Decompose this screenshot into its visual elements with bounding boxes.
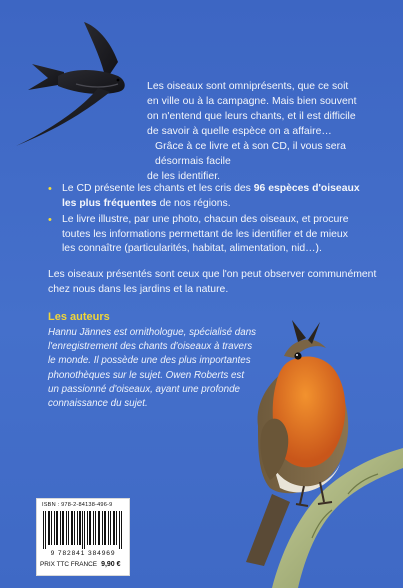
- swift-bird-illustration: [14, 18, 132, 148]
- authors-bio-line: Hannu Jännes est ornithologue, spécialisé dans: [48, 327, 257, 338]
- bullet-icon: •: [48, 214, 52, 227]
- intro-line: de les identifier.: [147, 171, 221, 182]
- bullet-line: les connaître (particularités, habitat, alimentation, nid…).: [62, 243, 322, 255]
- intro-line: Les oiseaux sont omniprésents, que ce soit: [147, 81, 349, 92]
- closing-paragraph: [48, 268, 393, 297]
- intro-line: en ville ou à la campagne. Mais bien souvent: [147, 96, 357, 107]
- closing-line: chez nous dans les jardins et la nature.: [48, 283, 229, 295]
- price-label: PRIX TTC FRANCE: [40, 561, 98, 568]
- authors-bio-line: un passionné d'oiseaux, ayant une profonde: [48, 383, 240, 395]
- price-value: 9,90 €: [101, 561, 121, 568]
- ean-number: 9 782841 384969: [50, 550, 116, 557]
- bullet-item: [48, 213, 393, 257]
- bullet-icon: •: [48, 183, 52, 195]
- closing-line: Les oiseaux présentés sont ceux que l'on peut observer communément: [48, 269, 377, 280]
- authors-heading: Les auteurs: [48, 311, 110, 323]
- bullet-text: [62, 182, 393, 211]
- robin-bird-illustration: [228, 318, 403, 588]
- bullet-text-plain: Le CD présente les chants et les cris des: [62, 183, 254, 194]
- bullet-text-bold: les plus fréquentes: [62, 197, 157, 209]
- intro-line: on n'entend que leurs chants, et il est difficile: [147, 111, 356, 122]
- intro-paragraph: [147, 79, 393, 184]
- authors-bio-line: phonothèques sur le sujet. Owen Roberts est: [48, 369, 245, 381]
- bullet-line: toutes les informations permettant de les identifier et de mieux: [62, 228, 348, 240]
- barcode-graphic: [41, 511, 125, 549]
- authors-bio-line: connaissance du sujet.: [48, 398, 148, 410]
- bullet-item: [48, 182, 393, 211]
- feature-bullets: [48, 182, 393, 259]
- bullet-line: Le livre illustre, par une photo, chacun des oiseaux, et procure: [62, 214, 349, 226]
- bullet-text: [62, 213, 393, 257]
- authors-bio: [48, 326, 258, 411]
- isbn-text: ISBN : 978-2-84138-496-9: [42, 502, 113, 508]
- authors-bio-line: l'enregistrement des chants d'oiseaux à travers: [48, 341, 253, 353]
- bullet-text-plain: de nos régions.: [156, 197, 231, 209]
- authors-bio-line: le monde. Il possède une des plus importantes: [48, 355, 251, 367]
- intro-line: de savoir à quelle espèce on a affaire…: [147, 126, 332, 137]
- barcode-panel: [36, 498, 130, 576]
- intro-line: Grâce à ce livre et à son CD, il vous sera désormais facile: [155, 141, 346, 167]
- bullet-text-bold: 96 espèces d'oiseaux: [253, 183, 360, 194]
- price-line: [40, 561, 126, 568]
